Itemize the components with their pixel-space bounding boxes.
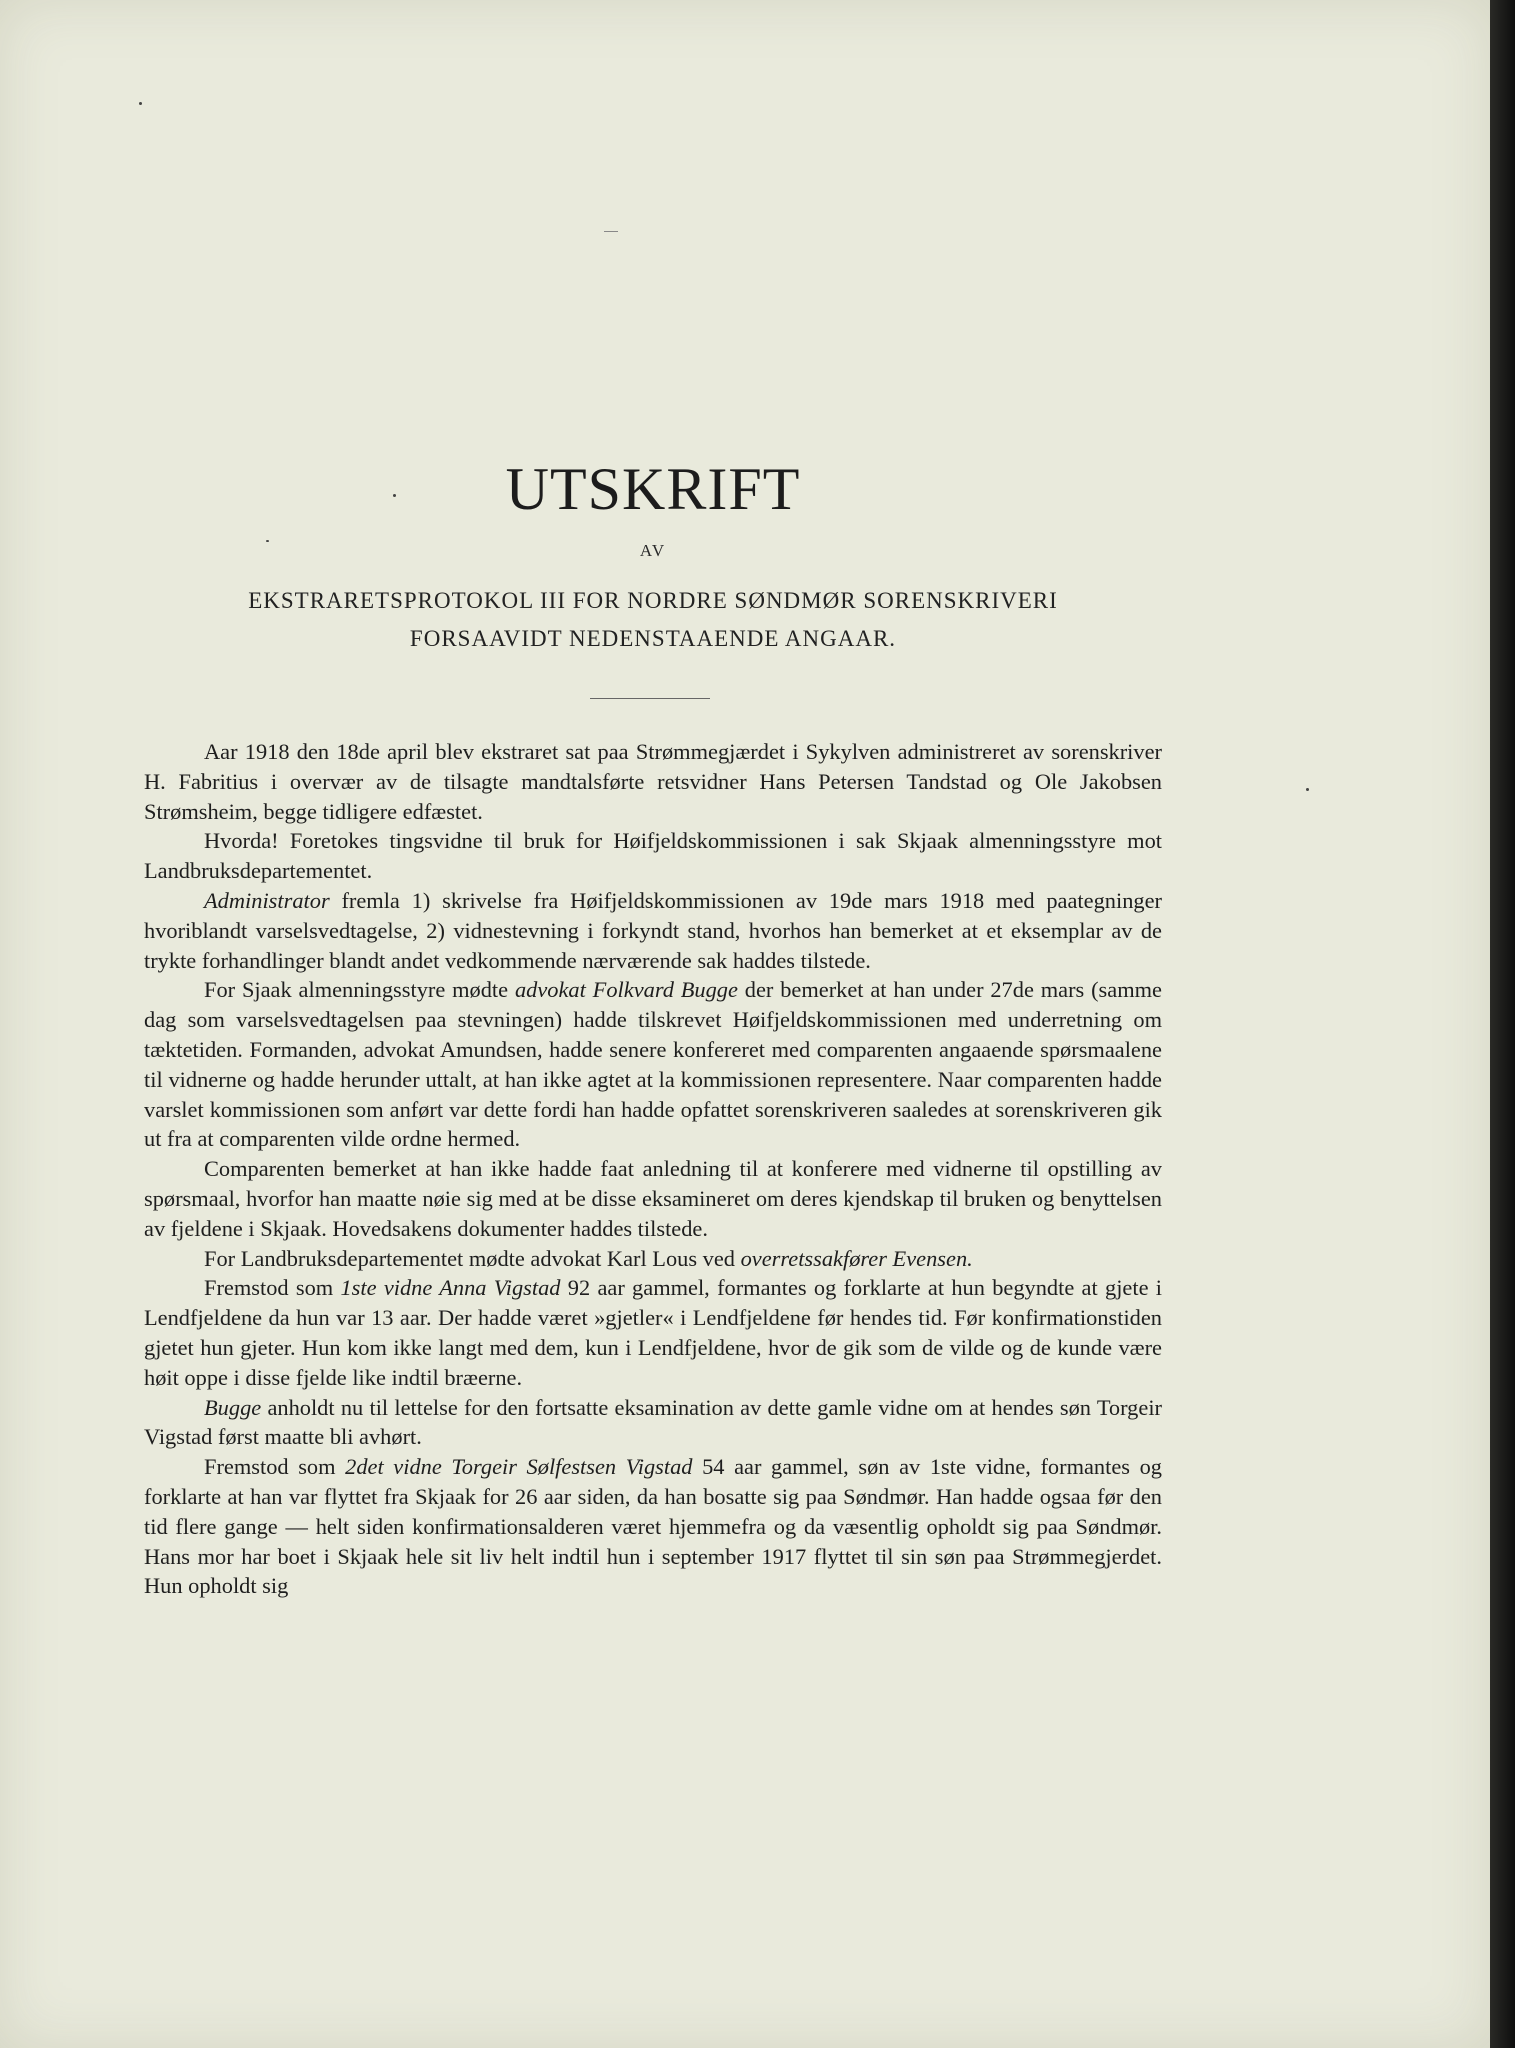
document-subtitle-line-1: EKSTRARETSPROTOKOL III FOR NORDRE SØNDMØR SORENSKRIVERI [248, 588, 1058, 613]
body-paragraph [144, 1154, 1162, 1243]
italic-text: 1ste vidne Anna Vigstad [340, 1275, 561, 1301]
paragraph-text: 92 aar gammel, formantes og forklarte at hun begyndte at gjete i Lendfjeldene da hun var 13 aar. Der hadde været »gjetler« i Lendfjeldene før hendes tid. Før konfirmationstiden gjetet hun gjeter. Hun kom ikke langt med dem, kun i Lendfjeldene, hvor de gik som de vilde og de kunde være høit oppe i disse fjelde like indtil bræerne. [144, 1275, 1163, 1390]
italic-text: overretssakfører Evensen. [740, 1245, 973, 1271]
paragraph-text: 54 aar gammel, søn av 1ste vidne, formantes og forklarte at han var flyttet fra Skjaak for 26 aar siden, da han bosatte sig paa Søndmør. Han hadde ogsaa før den tid flere gange — helt siden konfirmationsalderen været hjemmefra og da væsentlig opholdt sig paa Søndmør. Hans mor har boet i Skjaak hele sit liv helt indtil hun i september 1917 flyttet til sin søn paa Strømmegjerdet. Hun opholdt sig [144, 1454, 1162, 1599]
title-divider [590, 698, 710, 699]
paper-speck [1306, 788, 1309, 791]
body-paragraph [144, 1393, 1162, 1453]
paragraph-text: Hvorda! Foretokes tingsvidne til bruk for Høifjeldskommissionen i sak Skjaak almenningsstyre mot Landbruksdepartementet. [144, 828, 1162, 884]
paragraph-text: anholdt nu til lettelse for den fortsatte eksamination av dette gamle vidne om at hendes søn Torgeir Vigstad først maatte bli avhørt. [144, 1394, 1162, 1450]
document-subtitle-line-2: FORSAAVIDT NEDENSTAAENDE ANGAAR. [409, 626, 897, 651]
paragraph-text: Fremstod som [204, 1454, 346, 1480]
body-paragraph [144, 737, 1162, 826]
paper-speck [393, 494, 396, 497]
scan-edge [1490, 0, 1515, 2048]
paragraph-text: Comparenten bemerket at han ikke hadde faat anledning til at konferere med vidnerne til opstilling av spørsmaal, hvorfor han maatte nøie sig med at be disse eksamineret om deres kjendskap til bruken og benyttelsen av fjeldene i Skjaak. Hovedsakens dokumenter haddes tilstede. [144, 1156, 1162, 1241]
italic-text: 2det vidne Torgeir Sølfestsen Vigstad [345, 1454, 693, 1480]
document-subtitle-av: AV [639, 541, 667, 560]
document-body [144, 737, 1162, 1601]
body-paragraph [144, 975, 1162, 1154]
paper-speck [266, 540, 269, 542]
italic-text: Administrator [204, 887, 330, 913]
body-paragraph [144, 1452, 1162, 1601]
paragraph-text: For Landbruksdepartementet mødte advokat Karl Lous ved [204, 1245, 741, 1271]
paragraph-text: fremla 1) skrivelse fra Høifjeldskommissionen av 19de mars 1918 med paategninger hvoriblandt varselsvedtagelse, 2) vidnestevning i forkyndt stand, hvorhos han bemerket at et eksemplar av de trykte forhandlinger blandt andet vedkommende nærværende sak haddes tilstede. [144, 887, 1162, 973]
document-title: UTSKRIFT [505, 456, 801, 522]
top-dash-mark [604, 231, 618, 232]
body-paragraph [144, 826, 1162, 886]
paragraph-text: For Sjaak almenningsstyre mødte [204, 977, 515, 1003]
body-paragraph [144, 886, 1162, 975]
italic-text: Bugge [204, 1394, 262, 1420]
paragraph-text: Fremstod som [204, 1275, 341, 1301]
body-paragraph [144, 1273, 1162, 1392]
italic-text: advokat Folkvard Bugge [514, 977, 738, 1003]
paper-speck [139, 102, 142, 105]
body-paragraph [144, 1244, 1162, 1274]
paragraph-text: Aar 1918 den 18de april blev ekstraret sat paa Strømmegjærdet i Sykylven administreret av sorenskriver H. Fabritius i overvær av de tilsagte mandtalsførte retsvidner Hans Petersen Tandstad og Ole Jakobsen Strømsheim, begge tidligere edfæstet. [144, 739, 1162, 824]
paragraph-text: der bemerket at han under 27de mars (samme dag som varselsvedtagelsen paa stevningen) hadde tilskrevet Høifjeldskommissionen med underretning om tæktetiden. Formanden, advokat Amundsen, hadde senere konfereret med comparenten angaaende spørsmaalene til vidnerne og hadde herunder uttalt, at han ikke agtet at la kommissionen representere. Naar comparenten hadde varslet kommissionen som anført var dette fordi han hadde opfattet sorenskriveren saaledes at sorenskriveren gik ut fra at comparenten vilde ordne hermed. [144, 977, 1162, 1152]
